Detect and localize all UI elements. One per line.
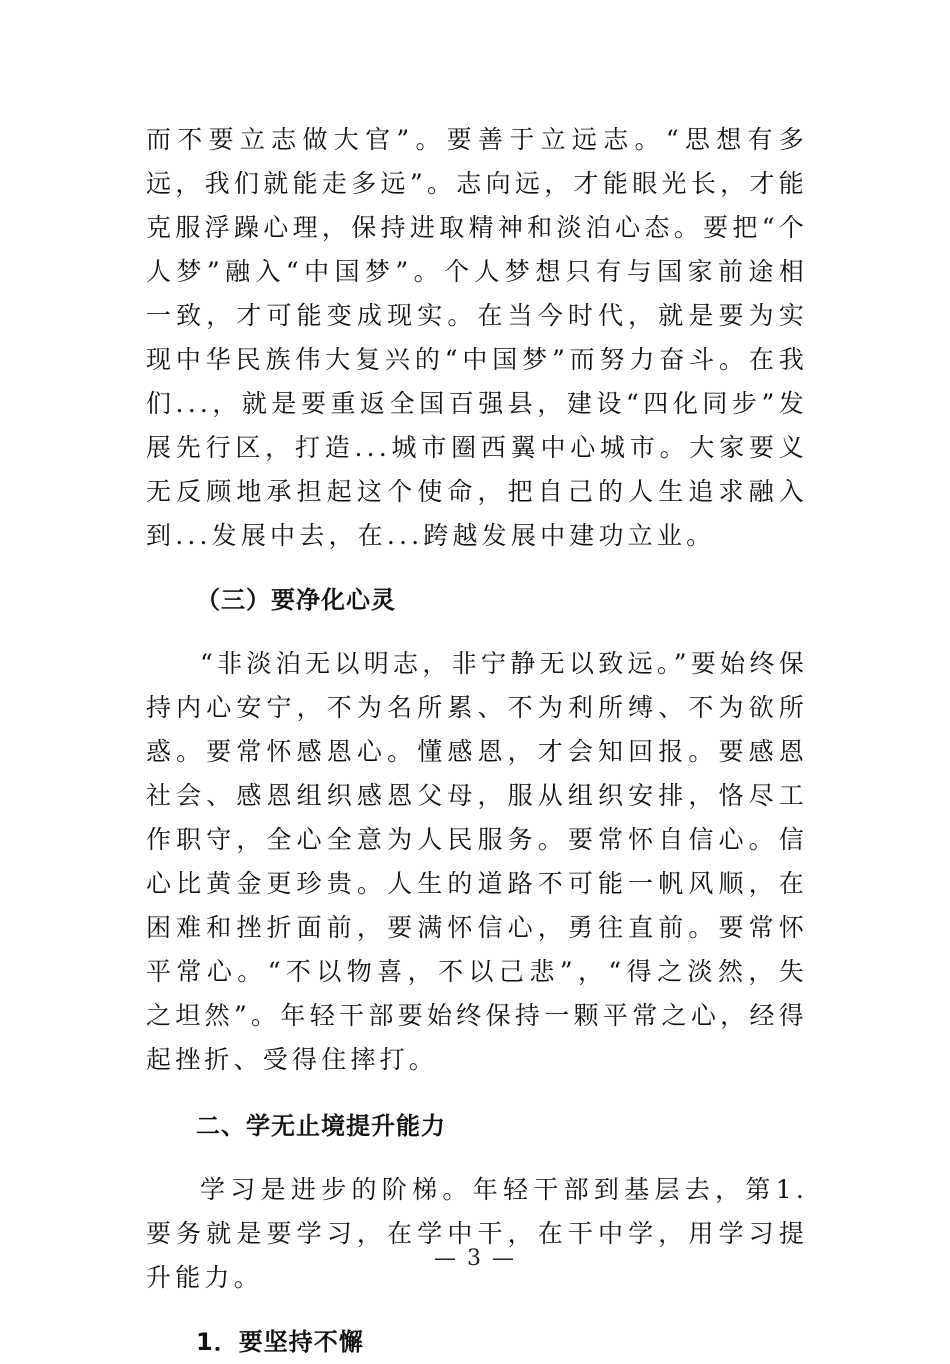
page-number: — 3 — xyxy=(434,1246,516,1271)
document-body xyxy=(146,118,808,1364)
paragraph-purify-heart: “非淡泊无以明志，非宁静无以致远。”要始终保持内心安宁，不为名所累、不为利所缚、不为欲所惑。要常怀感恩心。懂感恩，才会知回报。要感恩社会、感恩组织感恩父母，服从组织安排，恪尽工作职守，全心全意为人民服务。要常怀自信心。信心比黄金更珍贵。人生的道路不可能一帆风顺，在困难和挫折面前，要满怀信心，勇往直前。要常怀平常心。“不以物喜，不以己悲”，“得之淡然，失之坦然”。年轻干部要始终保持一颗平常之心，经得起挫折、受得住摔打。 xyxy=(146,649,808,1074)
paragraph-learning: 学习是进步的阶梯。年轻干部到基层去，第1.要务就是要学习，在学中干，在干中学，用学习提升能力。 xyxy=(146,1175,808,1292)
section-heading-purify-heart: （三）要净化心灵 xyxy=(196,586,396,614)
chapter-heading-learning: 二、学无止境提升能力 xyxy=(196,1112,446,1140)
subheading-persistence: 1．要坚持不懈 xyxy=(196,1328,364,1356)
paragraph-ambition: 而不要立志做大官”。要善于立远志。“思想有多远，我们就能走多远”。志向远，才能眼光长，才能克服浮躁心理，保持进取精神和淡泊心态。要把“个人梦”融入“中国梦”。个人梦想只有与国家前途相一致，才可能变成现实。在当今时代，就是要为实现中华民族伟大复兴的“中国梦”而努力奋斗。在我们...，就是要重返全国百强县，建设“四化同步”发展先行区，打造...城市圈西翼中心城市。大家要义无反顾地承担起这个使命，把自己的人生追求融入到...发展中去，在...跨越发展中建功立业。 xyxy=(146,125,808,550)
